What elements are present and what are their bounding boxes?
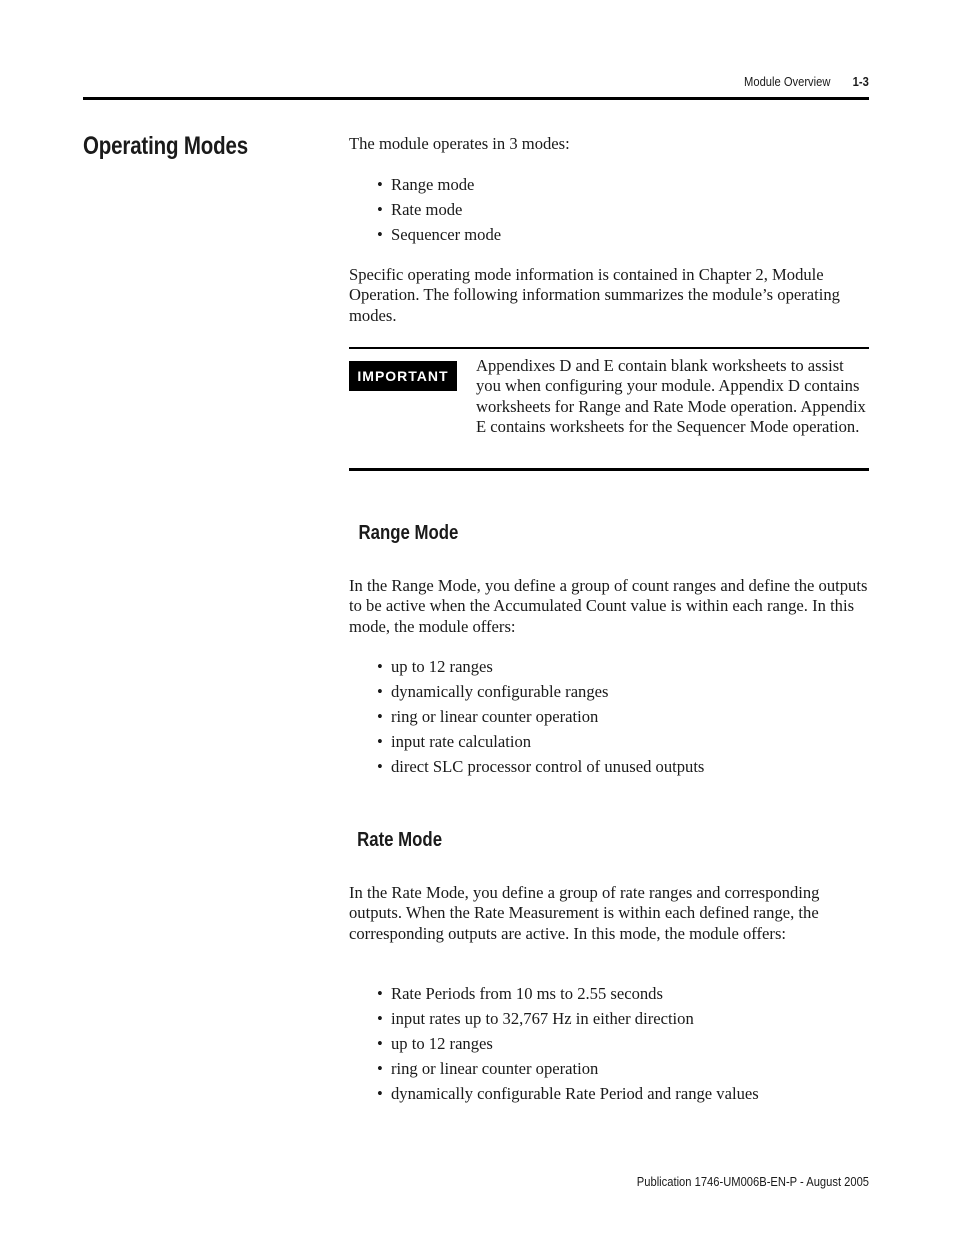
header-section-name: Module Overview [743, 74, 831, 89]
list-item: • up to 12 ranges [377, 1034, 493, 1053]
range-mode-heading: Range Mode [358, 522, 459, 544]
intro-summary: Specific operating mode information is contained in Chapter 2, Module Operation. The following information summarizes the module’s operating modes. [349, 265, 840, 325]
important-text: Appendixes D and E contain blank worksheets to assist you when configuring your module. Appendix D contains worksheets for Range and Rate Mode operation. Appendix E contains worksheets for the Sequencer Mode operation. [476, 356, 866, 436]
list-item: • input rate calculation [377, 732, 532, 751]
list-item: • Range mode [377, 175, 475, 194]
list-item: • input rates up to 32,767 Hz in either direction [377, 1009, 694, 1028]
header-rule [83, 97, 869, 100]
list-item: • dynamically configurable ranges [377, 682, 609, 701]
list-item: • ring or linear counter operation [377, 1059, 599, 1078]
footer-publication: Publication 1746-UM006B-EN-P - August 2005 [636, 1174, 869, 1189]
rate-mode-list [377, 984, 759, 1109]
range-mode-list [377, 657, 704, 782]
modes-list [377, 175, 501, 250]
important-badge: IMPORTANT [349, 361, 457, 391]
rate-mode-heading: Rate Mode [357, 829, 443, 851]
section-title: Operating Modes [83, 132, 248, 160]
list-item: • dynamically configurable Rate Period and range values [377, 1084, 759, 1103]
header-page-number: 1-3 [852, 74, 869, 89]
range-mode-text: In the Range Mode, you define a group of count ranges and define the outputs to be active when the Accumulated Count value is within each range. In this mode, the module offers: [349, 576, 868, 636]
list-item: • Rate mode [377, 200, 463, 219]
list-item: • direct SLC processor control of unused outputs [377, 757, 705, 776]
list-item: • Rate Periods from 10 ms to 2.55 seconds [377, 984, 663, 1003]
list-item: • Sequencer mode [377, 225, 502, 244]
list-item: • up to 12 ranges [377, 657, 493, 676]
running-header [600, 74, 869, 89]
list-item: • ring or linear counter operation [377, 707, 599, 726]
publication-footer [560, 1174, 869, 1189]
rate-mode-text: In the Rate Mode, you define a group of rate ranges and corresponding outputs. When the Rate Measurement is within each defined range, the corresponding outputs are active. In this mode, the module offers: [349, 883, 820, 943]
intro-text: The module operates in 3 modes: [349, 134, 570, 153]
